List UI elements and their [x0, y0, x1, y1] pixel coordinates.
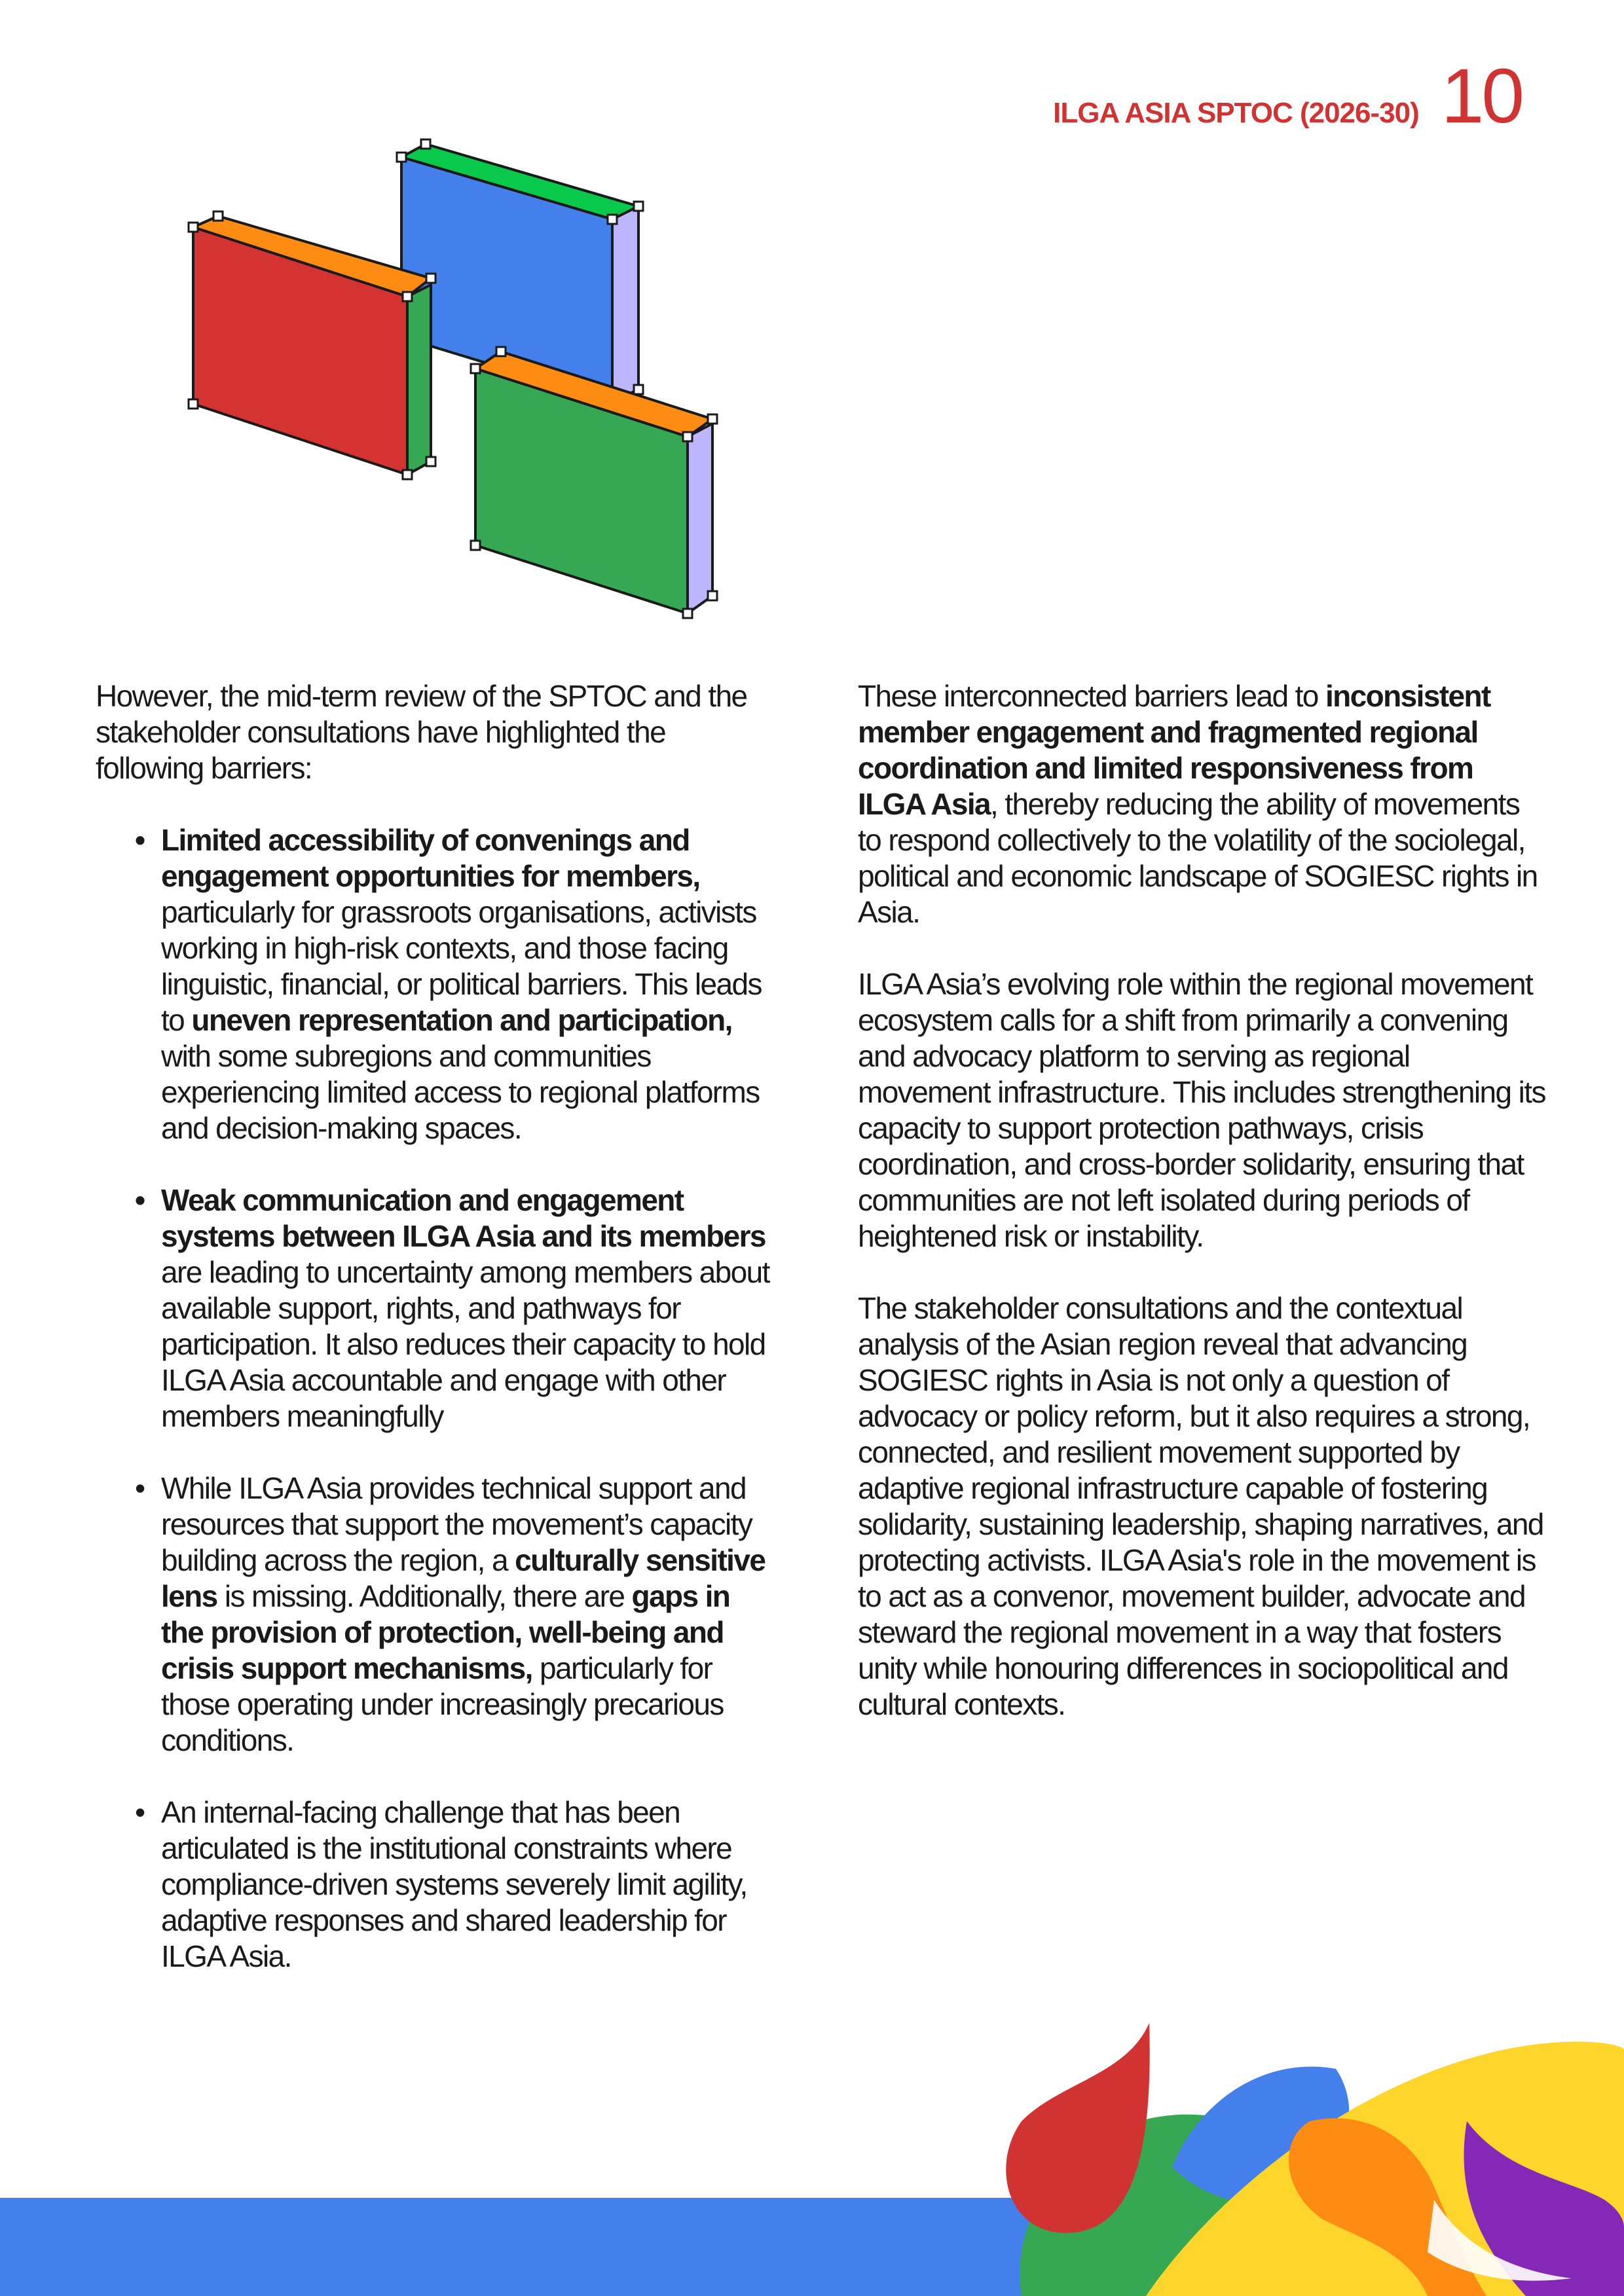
bullet-icon: •	[135, 1183, 145, 1217]
bullet-icon: •	[135, 1795, 145, 1829]
bullet-icon: •	[135, 823, 145, 857]
green-block-side	[688, 424, 712, 613]
paragraph-consultations: The stakeholder consultations and the contextual analysis of the Asian region reveal that advancing SOGIESC rights in Asia is not only a question of advocacy or policy reform, but it also requires a strong, connected, and resilient movement supported by adaptive regional infrastructure capable of fostering solidarity, sustaining leadership, shaping narratives, and protecting activists. ILGA Asia's role in the movement is to act as a convenor, movement builder, advocate and steward the regional movement in a way that fosters unity while honouring differences in sociopolitical and cultural contexts.	[858, 1291, 1543, 1721]
document-title: ILGA ASIA SPTOC (2026-30)	[1053, 97, 1419, 129]
bullet-icon: •	[135, 1471, 145, 1505]
paragraph-evolving-role: ILGA Asia’s evolving role within the regional movement ecosystem calls for a shift from primarily a convening and advocacy platform to serving as regional movement infrastructure. This includes strengthening its capacity to support protection pathways, crisis coordination, and cross-border solidarity, ensuring that communities are not left isolated during periods of heightened risk or instability.	[858, 967, 1545, 1253]
paragraph-barriers-impact: These interconnected barriers lead to inconsistent member engagement and fragmented regional coordination and limited responsiveness from ILGA Asia, thereby reducing the ability of movements to respond collectively to the volatility of the sociolegal, political and economic landscape of SOGIESC rights in Asia.	[858, 679, 1538, 929]
footer-decoration	[0, 2003, 1624, 2296]
blue-block-side	[612, 206, 638, 401]
barriers-list	[96, 822, 777, 1975]
page-header	[1053, 53, 1522, 139]
intro-paragraph: However, the mid-term review of the SPTOC and the stakeholder consultations have highlighted the following barriers:	[96, 679, 747, 785]
list-item: • While ILGA Asia provides technical support and resources that support the movement’s capacity building across the region, a culturally sensitive lens is missing. Additionally, there are gaps in the provision of protection, well-being and crisis support mechanisms, particularly for those operating under increasingly precarious conditions.	[135, 1471, 766, 1757]
page-number: 10	[1441, 53, 1522, 139]
list-item: • An internal-facing challenge that has been articulated is the institutional constraints where compliance-driven systems severely limit agility, adaptive responses and shared leadership for ILGA Asia.	[135, 1795, 747, 1973]
left-column	[96, 678, 777, 2011]
red-block-side	[407, 285, 431, 475]
blocks-illustration	[177, 121, 733, 632]
right-column	[858, 678, 1545, 1758]
list-item: • Weak communication and engagement systems between ILGA Asia and its members are leading to uncertainty among members about available support, rights, and pathways for participation. It also reduces their capacity to hold ILGA Asia accountable and engage with other members meaningfully	[135, 1183, 769, 1433]
list-item: • Limited accessibility of convenings and engagement opportunities for members, particularly for grassroots organisations, activists working in high-risk contexts, and those facing linguistic, financial, or political barriers. This leads to uneven representation and participation, with some subregions and communities experiencing limited access to regional platforms and decision-making spaces.	[135, 823, 762, 1145]
